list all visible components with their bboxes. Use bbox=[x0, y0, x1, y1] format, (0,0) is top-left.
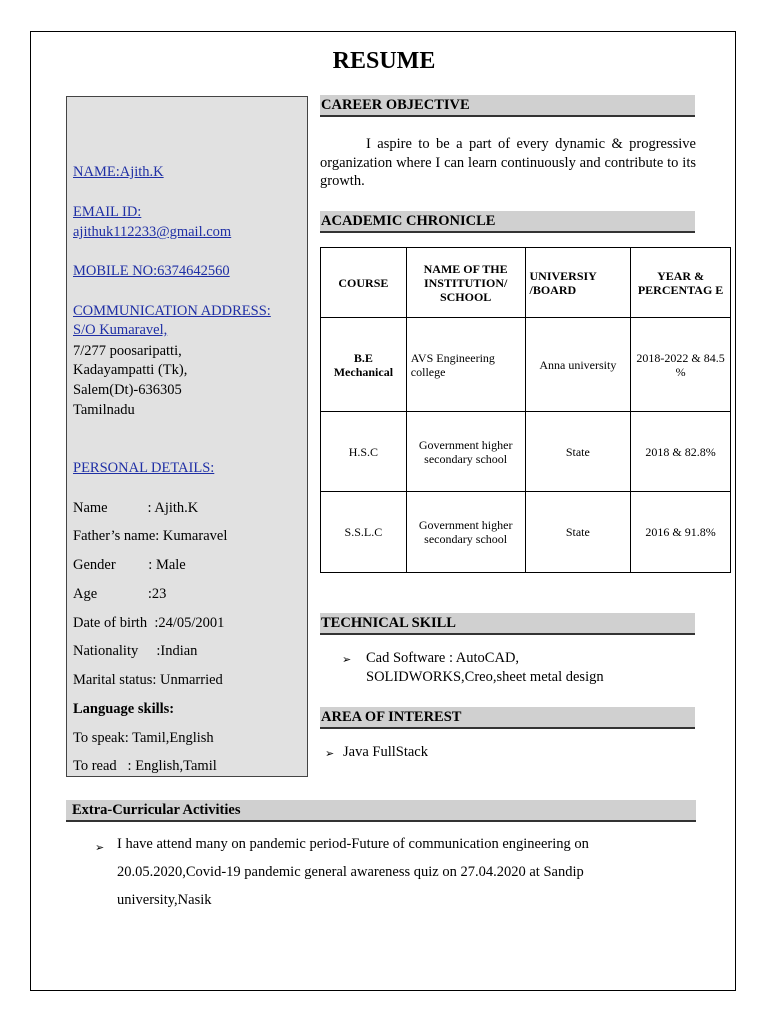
bullet-arrow-icon: ➢ bbox=[95, 842, 105, 854]
table-row bbox=[321, 492, 731, 573]
address-line: Tamilnadu bbox=[73, 402, 135, 418]
academic-table bbox=[320, 247, 731, 573]
list-item: Cad Software : AutoCAD, SOLIDWORKS,Creo,sheet metal design bbox=[366, 650, 604, 685]
cell-institution: Government higher secondary school bbox=[406, 492, 525, 573]
email-label[interactable]: EMAIL ID: bbox=[73, 204, 142, 220]
cell-board: State bbox=[525, 492, 631, 573]
personal-info-panel bbox=[66, 96, 308, 777]
name-link[interactable]: NAME:Ajith.K bbox=[73, 164, 164, 180]
interest-list bbox=[325, 743, 625, 762]
language-skills-label: Language skills: bbox=[73, 701, 175, 717]
header-board: UNIVERSIY /BOARD bbox=[525, 248, 631, 318]
bullet-arrow-icon: ➢ bbox=[325, 748, 335, 760]
technical-skill-heading: TECHNICAL SKILL bbox=[320, 613, 695, 635]
mobile-link[interactable]: MOBILE NO:6374642560 bbox=[73, 263, 230, 279]
detail-father: Father’s name: Kumaravel bbox=[73, 528, 228, 544]
address-line: 7/277 poosaripatti, bbox=[73, 343, 182, 359]
header-year: YEAR & PERCENTAG E bbox=[631, 248, 731, 318]
cell-year: 2018-2022 & 84.5 % bbox=[631, 318, 731, 412]
address-line: Salem(Dt)-636305 bbox=[73, 382, 182, 398]
cell-institution: Government higher secondary school bbox=[406, 412, 525, 492]
table-row bbox=[321, 318, 731, 412]
cell-course: B.E Mechanical bbox=[321, 318, 407, 412]
resume-title: RESUME bbox=[332, 48, 436, 74]
header-institution: NAME OF THE INSTITUTION/ SCHOOL bbox=[406, 248, 525, 318]
cell-board: State bbox=[525, 412, 631, 492]
detail-nationality: Nationality :Indian bbox=[73, 643, 198, 659]
cell-year: 2016 & 91.8% bbox=[631, 492, 731, 573]
extra-curricular-heading: Extra-Curricular Activities bbox=[66, 800, 696, 822]
cell-board: Anna university bbox=[525, 318, 631, 412]
academic-heading: ACADEMIC CHRONICLE bbox=[320, 211, 695, 233]
address-label[interactable]: COMMUNICATION ADDRESS: bbox=[73, 303, 271, 319]
bullet-arrow-icon: ➢ bbox=[342, 654, 352, 666]
extra-curricular-text: I have attend many on pandemic period-Future of communication engineering on 20.05.2020,Covid-19 pandemic general awareness quiz on 27.04.2020 at Sandip university,Nasik bbox=[117, 836, 589, 908]
personal-details-label[interactable]: PERSONAL DETAILS: bbox=[73, 460, 215, 476]
language-speak: To speak: Tamil,English bbox=[73, 730, 214, 746]
language-read: To read : English,Tamil bbox=[73, 758, 217, 774]
detail-age: Age :23 bbox=[73, 586, 167, 602]
cell-course: H.S.C bbox=[321, 412, 407, 492]
table-header-row bbox=[321, 248, 731, 318]
cell-institution: AVS Engineering college bbox=[406, 318, 525, 412]
career-objective-heading: CAREER OBJECTIVE bbox=[320, 95, 695, 117]
cell-course: S.S.L.C bbox=[321, 492, 407, 573]
header-course: COURSE bbox=[321, 248, 407, 318]
detail-gender: Gender : Male bbox=[73, 557, 186, 573]
table-row bbox=[321, 412, 731, 492]
detail-name: Name : Ajith.K bbox=[73, 500, 199, 516]
area-of-interest-heading: AREA OF INTEREST bbox=[320, 707, 695, 729]
email-link[interactable]: ajithuk112233@gmail.com bbox=[73, 224, 232, 240]
career-objective-text: I aspire to be a part of every dynamic & progressive organization where I can learn continuously and contribute to its growth. bbox=[320, 136, 696, 189]
detail-marital: Marital status: Unmarried bbox=[73, 672, 223, 688]
technical-skill-list bbox=[344, 649, 644, 686]
cell-year: 2018 & 82.8% bbox=[631, 412, 731, 492]
address-line: Kadayampatti (Tk), bbox=[73, 362, 188, 378]
detail-dob: Date of birth :24/05/2001 bbox=[73, 615, 225, 631]
list-item: Java FullStack bbox=[343, 744, 428, 760]
address-line[interactable]: S/O Kumaravel, bbox=[73, 322, 168, 338]
